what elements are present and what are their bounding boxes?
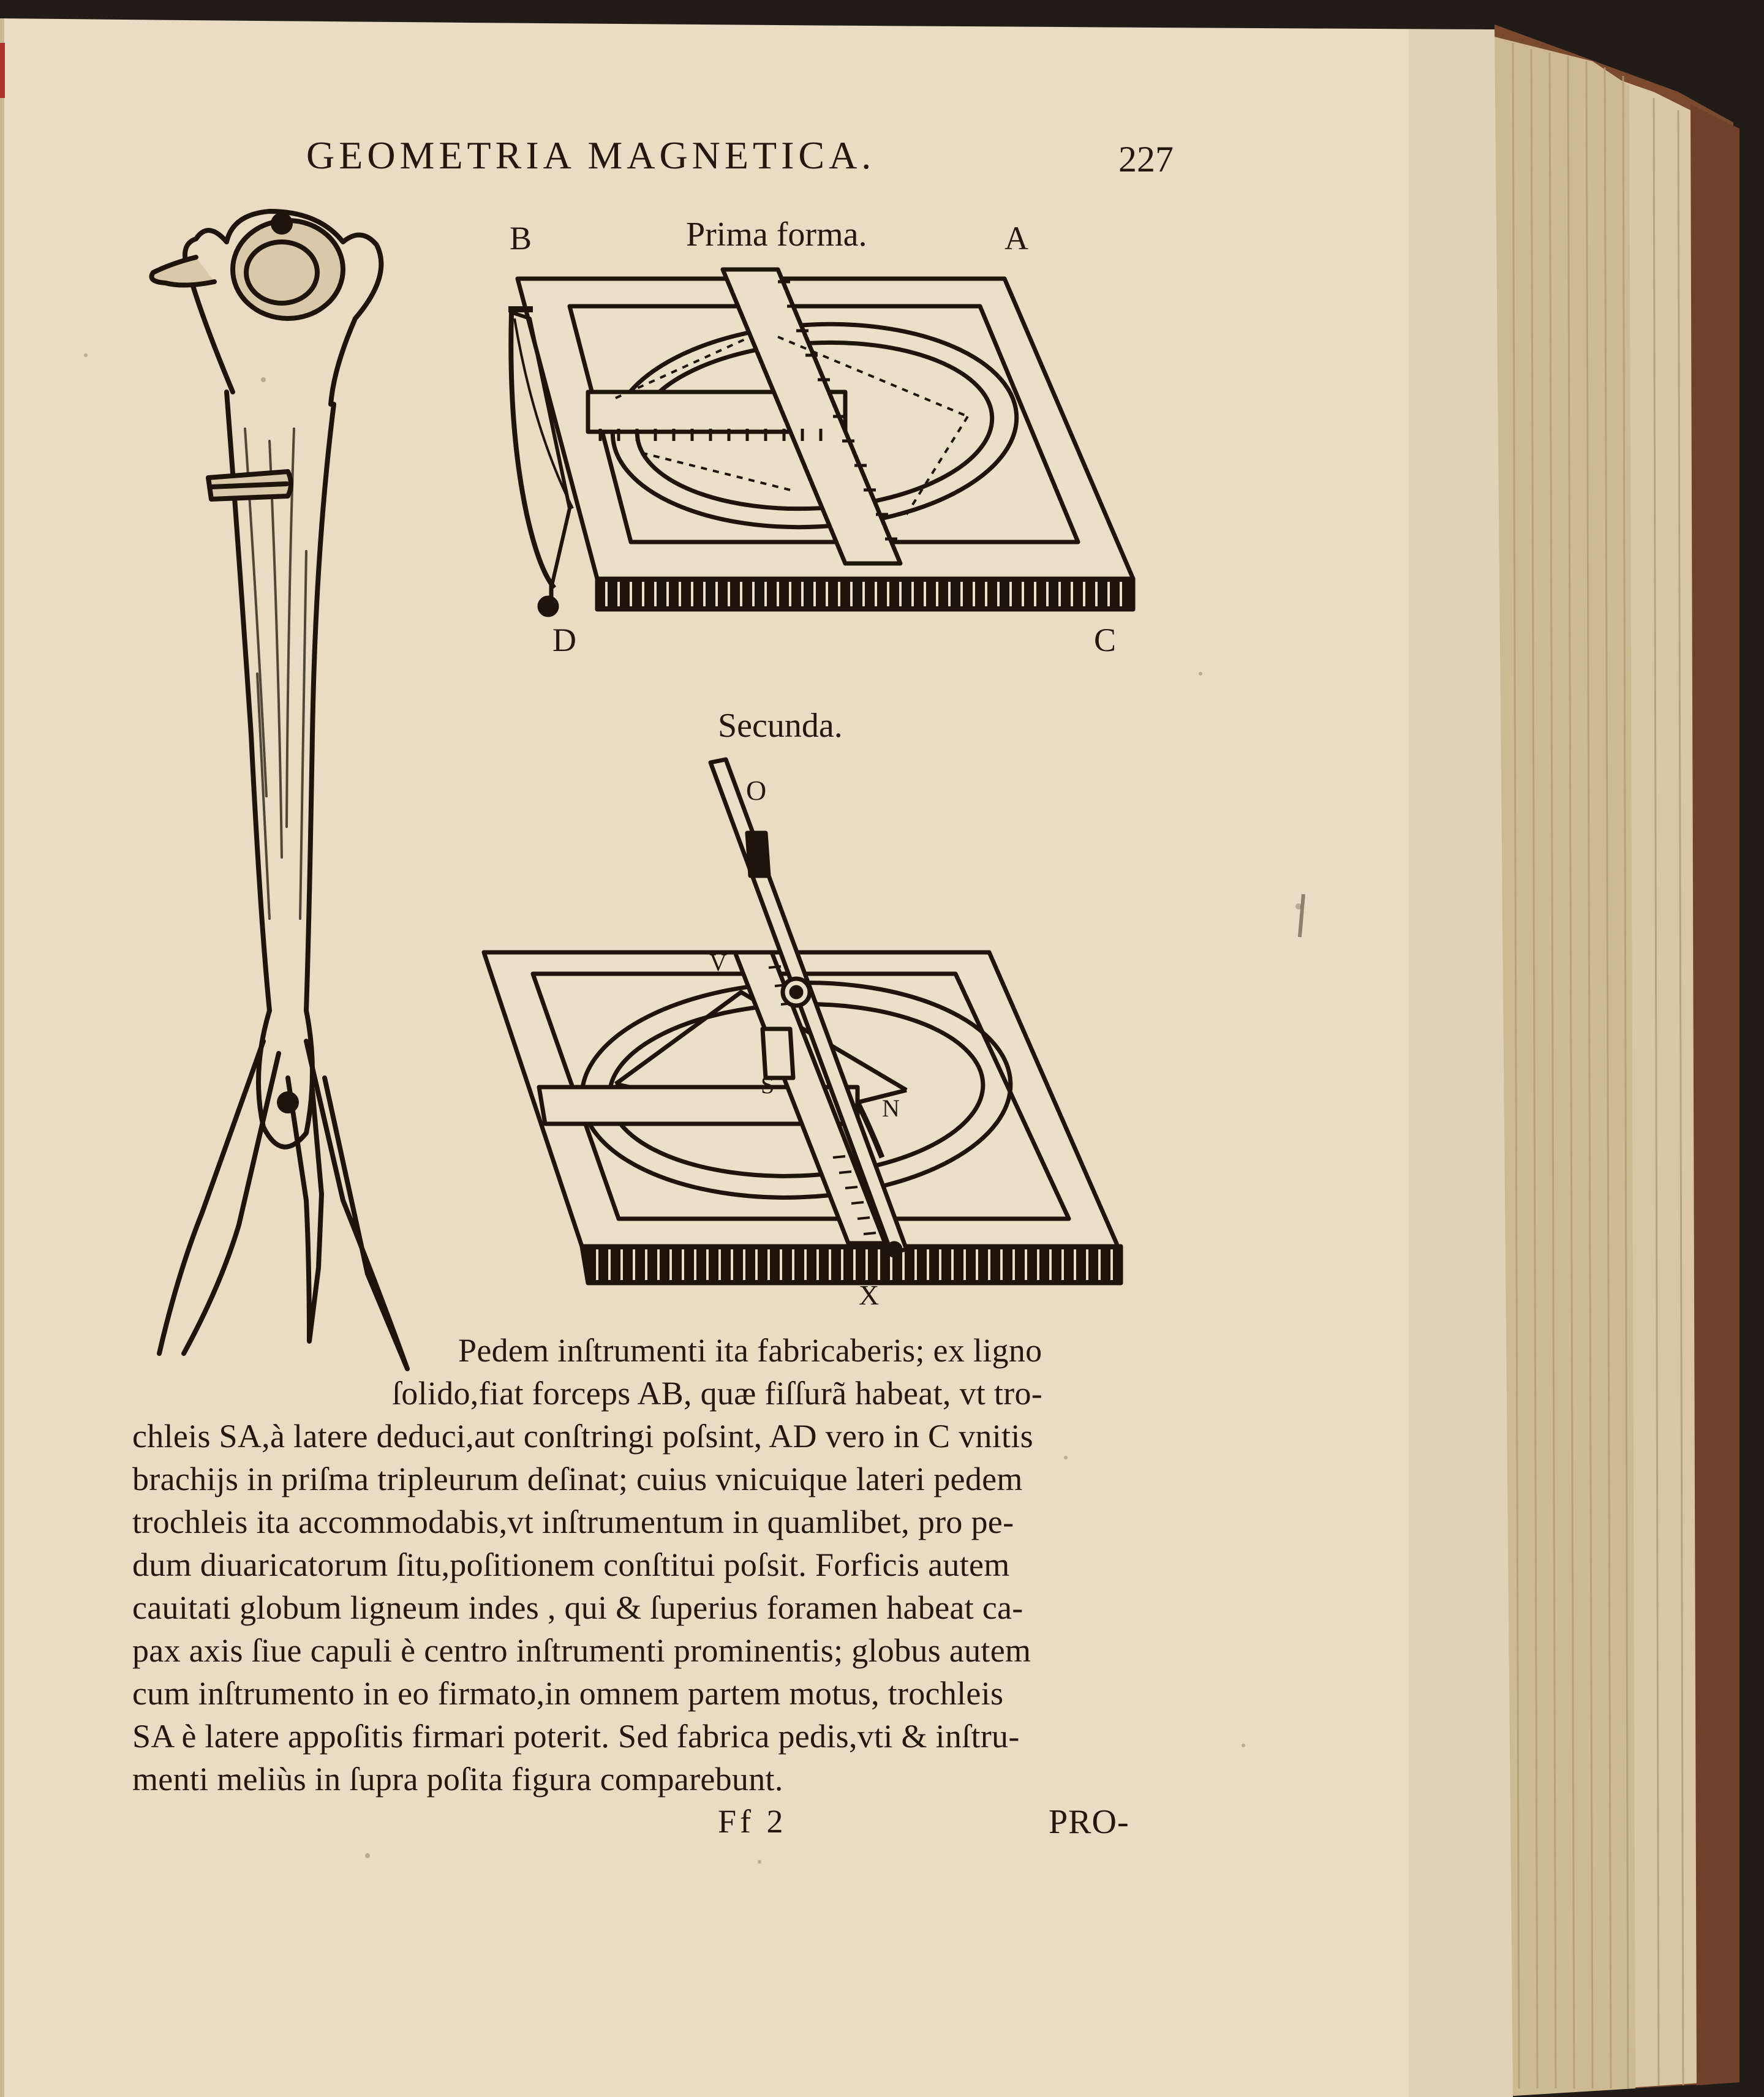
figure-label-d: D [552, 622, 576, 658]
body-line: brachijs in priſma tripleurum deſinat; cuius vnicuique lateri pedem [132, 1461, 1023, 1497]
secunda-caption: Secunda. [718, 707, 843, 745]
figure-label-v: V [709, 949, 727, 976]
figure-label-s: S [761, 1071, 775, 1099]
body-line: trochleis ita accommodabis,vt inſtrumentum in quamlibet, pro pe- [132, 1504, 1014, 1540]
figure-label-n: N [882, 1094, 900, 1122]
body-line: Pedem inſtrumenti ita fabricaberis; ex ligno [458, 1332, 1042, 1369]
body-line: menti meliùs in ſupra poſita figura comparebunt. [132, 1761, 783, 1798]
figure-label-x: X [859, 1279, 880, 1311]
signature-mark: Ff 2 [718, 1803, 787, 1840]
body-line: dum diuaricatorum ſitu,poſitionem conſtitui poſsit. Forficis autem [132, 1546, 1010, 1583]
page-number: 227 [1118, 139, 1174, 179]
book-edge [1494, 24, 1740, 2097]
figure-label-c: C [1094, 622, 1117, 658]
prima-forma-caption: Prima forma. [686, 216, 867, 254]
figure-label-a: A [1005, 220, 1028, 257]
catchword: PRO- [1049, 1803, 1129, 1841]
body-line: chleis SA,à latere deduci,aut conſtringi poſsint, AD vero in C vnitis [132, 1418, 1033, 1455]
figure-label-b: B [510, 220, 532, 257]
body-line: cauitati globum ligneum indes , qui & ſuperius foramen habeat ca- [132, 1589, 1023, 1626]
body-line: cum inſtrumento in eo firmato,in omnem partem motus, trochleis [132, 1675, 1004, 1712]
figure-label-o: O [746, 775, 767, 806]
body-line: SA è latere appoſitis firmari poterit. Sed fabrica pedis,vti & inſtru- [132, 1718, 1020, 1755]
running-title: GEOMETRIA MAGNETICA. [306, 134, 876, 177]
body-line: pax axis ſiue capuli è centro inſtrumenti prominentis; globus autem [132, 1632, 1031, 1669]
body-line: ſolido,fiat forceps AB, quæ fiſſurã habeat, vt tro- [392, 1375, 1043, 1412]
